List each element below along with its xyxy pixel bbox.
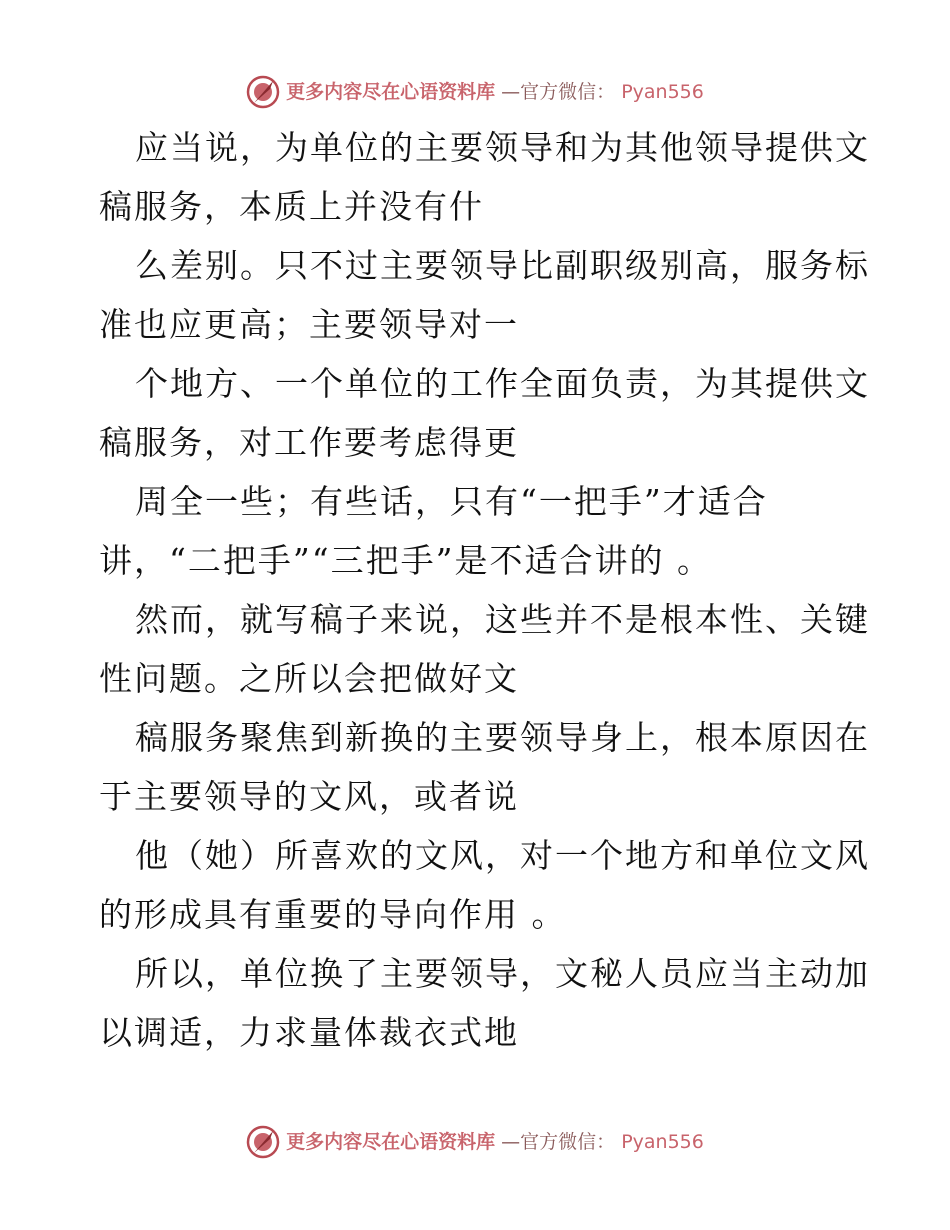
text-line: 然而，就写稿子来说，这些并不是根本性、关键 xyxy=(135,600,870,639)
text-line: 稿服务聚焦到新换的主要领导身上，根本原因在 xyxy=(135,718,870,757)
text-line: 么差别。只不过主要领导比副职级别高，服务标 xyxy=(135,246,870,285)
text-line: 所以，单位换了主要领导，文秘人员应当主动加 xyxy=(135,954,870,993)
banner-text-main: 更多内容尽在心语资料库 xyxy=(286,81,496,103)
banner-text-main: 更多内容尽在心语资料库 xyxy=(286,1131,496,1153)
text-line: 于主要领导的文风，或者说 xyxy=(99,777,519,816)
text-line: 应当说，为单位的主要领导和为其他领导提供文 xyxy=(135,128,870,167)
text-line: 个地方、一个单位的工作全面负责，为其提供文 xyxy=(135,364,870,403)
quill-logo-icon xyxy=(246,1125,280,1159)
footer-banner xyxy=(0,1125,950,1159)
text-line: 准也应更高；主要领导对一 xyxy=(99,305,519,344)
document-body xyxy=(99,118,870,1062)
quill-logo-icon xyxy=(246,75,280,109)
text-line: 稿服务，本质上并没有什 xyxy=(99,187,484,226)
text-line: 以调适，力求量体裁衣式地 xyxy=(99,1013,519,1052)
text-line: 他（她）所喜欢的文风，对一个地方和单位文风 xyxy=(135,836,870,875)
banner-text-id: Pyan556 xyxy=(621,1131,704,1153)
banner-text-sep: —官方微信： xyxy=(501,81,616,103)
header-banner xyxy=(0,75,950,109)
banner-text-id: Pyan556 xyxy=(621,81,704,103)
text-line: 稿服务，对工作要考虑得更 xyxy=(99,423,519,462)
text-line: 的形成具有重要的导向作用 。 xyxy=(99,895,567,934)
text-line: 讲，“二把手”“三把手”是不适合讲的 。 xyxy=(99,541,712,580)
text-line: 周全一些；有些话，只有“一把手”才适合 xyxy=(135,482,768,521)
banner-text-sep: —官方微信： xyxy=(501,1131,616,1153)
text-line: 性问题。之所以会把做好文 xyxy=(99,659,519,698)
